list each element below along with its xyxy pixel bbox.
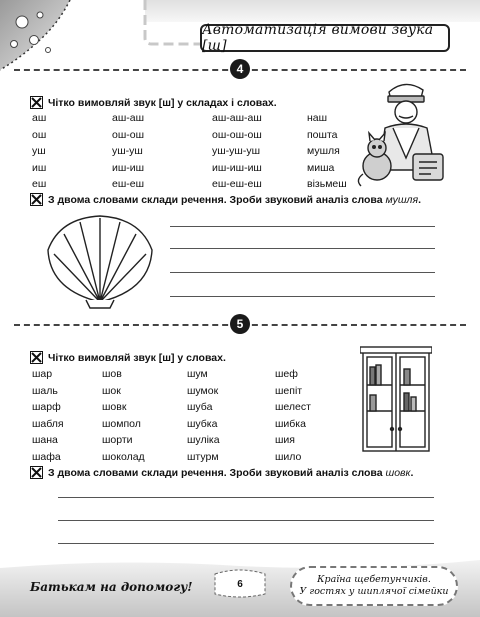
page-title: Автоматизація вимови звука [ш]	[200, 24, 450, 52]
table-row: шафа шоколад штурм шило	[32, 450, 302, 463]
exercise-number-badge: 5	[230, 314, 250, 334]
writing-line[interactable]	[58, 520, 434, 521]
checkbox-icon	[30, 351, 43, 364]
table-row: аш аш-аш аш-аш-аш наш	[32, 112, 328, 125]
page-number: 6	[237, 578, 243, 590]
writing-line[interactable]	[170, 296, 435, 297]
table-row: иш иш-иш иш-иш-иш миша	[32, 161, 335, 174]
exercise-task: З двома словами склади речення. Зроби звуковий аналіз слова шовк.	[30, 466, 413, 479]
writing-line[interactable]	[170, 226, 435, 227]
writing-line[interactable]	[170, 272, 435, 273]
writing-line[interactable]	[170, 248, 435, 249]
postman-with-cat-illustration	[355, 70, 455, 190]
writing-line[interactable]	[58, 543, 434, 544]
words-table	[32, 366, 311, 465]
checkbox-icon	[30, 96, 43, 109]
bubbles-corner-decoration	[0, 0, 90, 80]
exercise-instruction: Чітко вимовляй звук [ш] у словах.	[30, 351, 226, 364]
bookcase-illustration	[360, 345, 432, 455]
checkbox-icon	[30, 193, 43, 206]
table-row: шаль шок шумок шепіт	[32, 384, 303, 397]
table-row: шана шорти шуліка шия	[32, 434, 295, 447]
footer-book-title: Країна щебетунчиків. У гостях у шиплячої сімейки	[290, 566, 458, 606]
checkbox-icon	[30, 466, 43, 479]
seashell-illustration	[40, 210, 160, 310]
table-row: шар шов шум шеф	[32, 368, 298, 381]
exercise-task: З двома словами склади речення. Зроби звуковий аналіз слова мушля.	[30, 193, 421, 206]
exercise-instruction: Чітко вимовляй звук [ш] у складах і словах.	[30, 96, 277, 109]
table-row: ош ош-ош ош-ош-ош пошта	[32, 128, 338, 141]
table-row: уш уш-уш уш-уш-уш мушля	[32, 145, 340, 158]
footer-parents-note: Батькам на допомогу!	[30, 580, 193, 594]
writing-line[interactable]	[58, 497, 434, 498]
table-row: еш еш-еш еш-еш-еш візьмеш	[32, 178, 347, 191]
table-row: шабля шомпол шубка шибка	[32, 417, 306, 430]
syllables-table	[32, 110, 347, 193]
exercise-number-badge: 4	[230, 59, 250, 79]
table-row: шарф шовк шуба шелест	[32, 401, 311, 414]
